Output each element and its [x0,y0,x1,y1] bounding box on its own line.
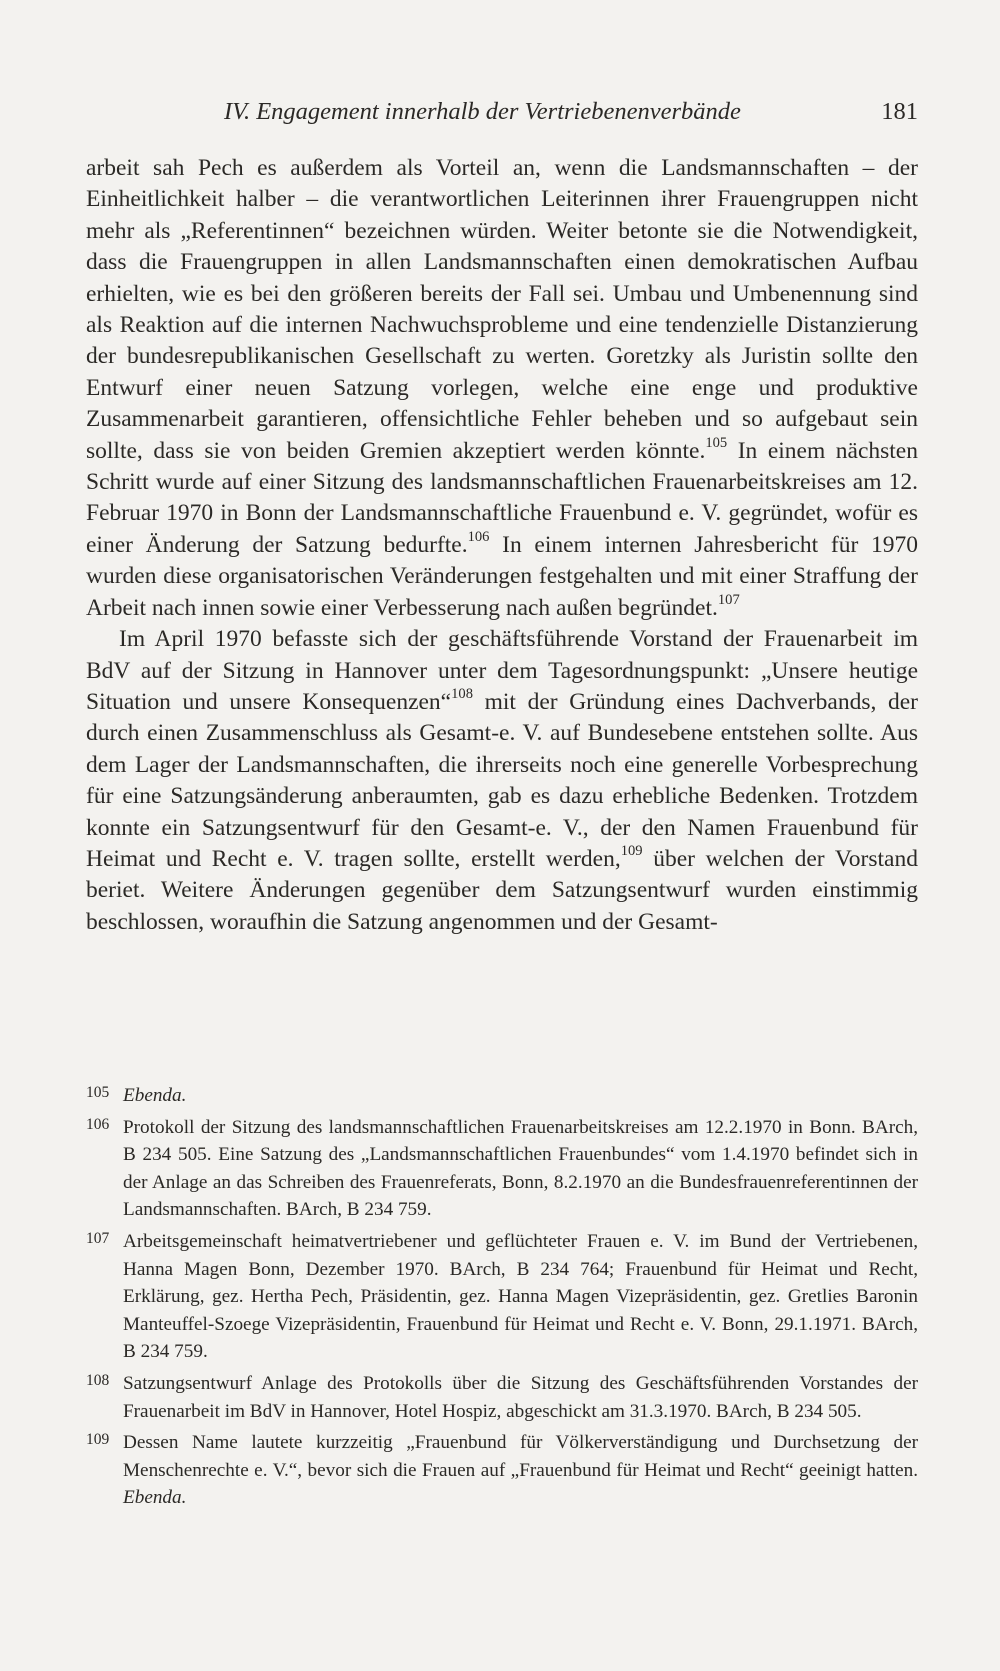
footnote-ref-105: 105 [705,434,728,451]
footnotes [86,1082,918,1516]
footnote-number: 108 [86,1371,110,1389]
page-header [86,98,918,138]
paragraph-2-part-3: über welchen der Vorstand beriet. Weitere Änderungen gegenüber dem Satzungsentwurf wurden einstimmig beschlossen, woraufhin die Satzung angenommen und der Gesamt- [86,845,918,935]
paragraph-1-part-1: arbeit sah Pech es außerdem als Vorteil an, wenn die Landsmannschaften – der Einheitlichkeit halber – die verantwortlichen Leiterinnen ihrer Frauengruppen nicht mehr als „Referentinnen“ bezeichnen würden. Weiter betonte sie die Notwendigkeit, dass die Frauengruppen in allen Landsmannschaften einen demokratischen Aufbau erhielten, wie es bei den größeren bereits der Fall sei. Umbau und Umbenennung sind als Reaktion auf die internen Nachwuchsprobleme und eine tendenzielle Distanzierung der bundesrepublikanischen Gesellschaft zu werten. Goretzky als Juristin sollte den Entwurf einer neuen Satzung vorlegen, welche eine enge und produktive Zusammenarbeit garantieren, offensichtliche Fehler beheben und so aufgebaut sein sollte, dass sie von beiden Gremien akzeptiert werden könnte. [86,155,918,464]
footnote-107 [86,1228,918,1366]
paragraph-1-part-2: In einem nächsten Schritt wurde auf einer Sitzung des landsmannschaftlichen Frauenarbeitskreises am 12. Februar 1970 in Bonn der Landsmannschaftliche Frauenbund e. V. gegründet, wofür es einer Änderung der Satzung bedurfte. [86,437,918,558]
footnote-ref-106: 106 [467,528,490,545]
footnote-108 [86,1370,918,1425]
footnote-ref-109: 109 [620,843,643,860]
footnote-number: 106 [86,1115,110,1133]
footnote-109 [86,1429,918,1512]
footnote-text: Protokoll der Sitzung des landsmannschaftlichen Frauenarbeitskreises am 12.2.1970 in Bonn. BArch, B 234 505. Eine Satzung des „Landsmannschaftlichen Frauenbundes“ vom 1.4.1970 befindet sich in der Anlage an das Schreiben des Frauenreferats, Bonn, 8.2.1970 an die Bundesfrauenreferentinnen der Landsmannschaften. BArch, B 234 759. [123,1116,918,1221]
footnote-number: 109 [86,1431,110,1449]
footnote-106 [86,1114,918,1224]
paragraph-1-part-3: In einem internen Jahresbericht für 1970 wurden diese organisatorischen Veränderungen festgehalten und mit einer Straffung der Arbeit nach innen sowie einer Verbesserung nach außen begründet. [86,531,918,621]
paragraph-1 [86,153,918,624]
footnote-ref-107: 107 [717,591,740,608]
footnote-italic: Ebenda. [123,1487,187,1509]
footnote-number: 105 [86,1084,110,1101]
footnote-105 [86,1082,918,1110]
footnote-number: 107 [86,1229,110,1247]
main-text [86,153,918,938]
footnote-text: Dessen Name lautete kurzzeitig „Frauenbund für Völkerverständigung und Durchsetzung der Menschenrechte e. V.“, bevor sich die Frauen auf „Frauenbund für Heimat und Recht“ geeinigt hatten. [123,1432,918,1481]
footnote-text: Arbeitsgemeinschaft heimatvertriebener und geflüchteter Frauen e. V. im Bund der Vertriebenen, Hanna Magen Bonn, Dezember 1970. BArch, B 234 764; Frauenbund für Heimat und Recht, Erklärung, gez. Hertha Pech, Präsidentin, gez. Hanna Magen Vizepräsidentin, gez. Gretlies Baronin Manteuffel-Szoege Vizepräsidentin, Frauenbund für Heimat und Recht e. V. Bonn, 29.1.1971. BArch, B 234 759. [123,1230,918,1363]
running-title: IV. Engagement innerhalb der Vertriebenenverbände [224,98,741,125]
paragraph-2-part-1: Im April 1970 befasste sich der geschäftsführende Vorstand der Frauenarbeit im BdV auf der Sitzung in Hannover unter dem Tagesordnungspunkt: „Unsere heutige Situation und unsere Konsequenzen“ [86,626,918,715]
footnote-text: Satzungsentwurf Anlage des Protokolls über die Sitzung des Geschäftsführenden Vorstandes der Frauenarbeit im BdV in Hannover, Hotel Hospiz, abgeschickt am 31.3.1970. BArch, B 234 505. [123,1372,918,1422]
page-number: 181 [881,98,918,125]
footnote-italic: Ebenda. [123,1085,187,1106]
footnote-ref-108: 108 [451,685,473,702]
paragraph-2 [86,624,918,938]
paragraph-2-part-2: mit der Gründung eines Dachverbands, der durch einen Zusammenschluss als Gesamt-e. V. auf Bundesebene entstehen sollte. Aus dem Lager der Landsmannschaften, die ihrerseits noch eine generelle Vorbesprechung für eine Satzungsänderung anberaumten, gab es dazu erhebliche Bedenken. Trotzdem konnte ein Satzungsentwurf für den Gesamt-e. V., der den Namen Frauenbund für Heimat und Recht e. V. tragen sollte, erstellt werden, [86,688,918,872]
